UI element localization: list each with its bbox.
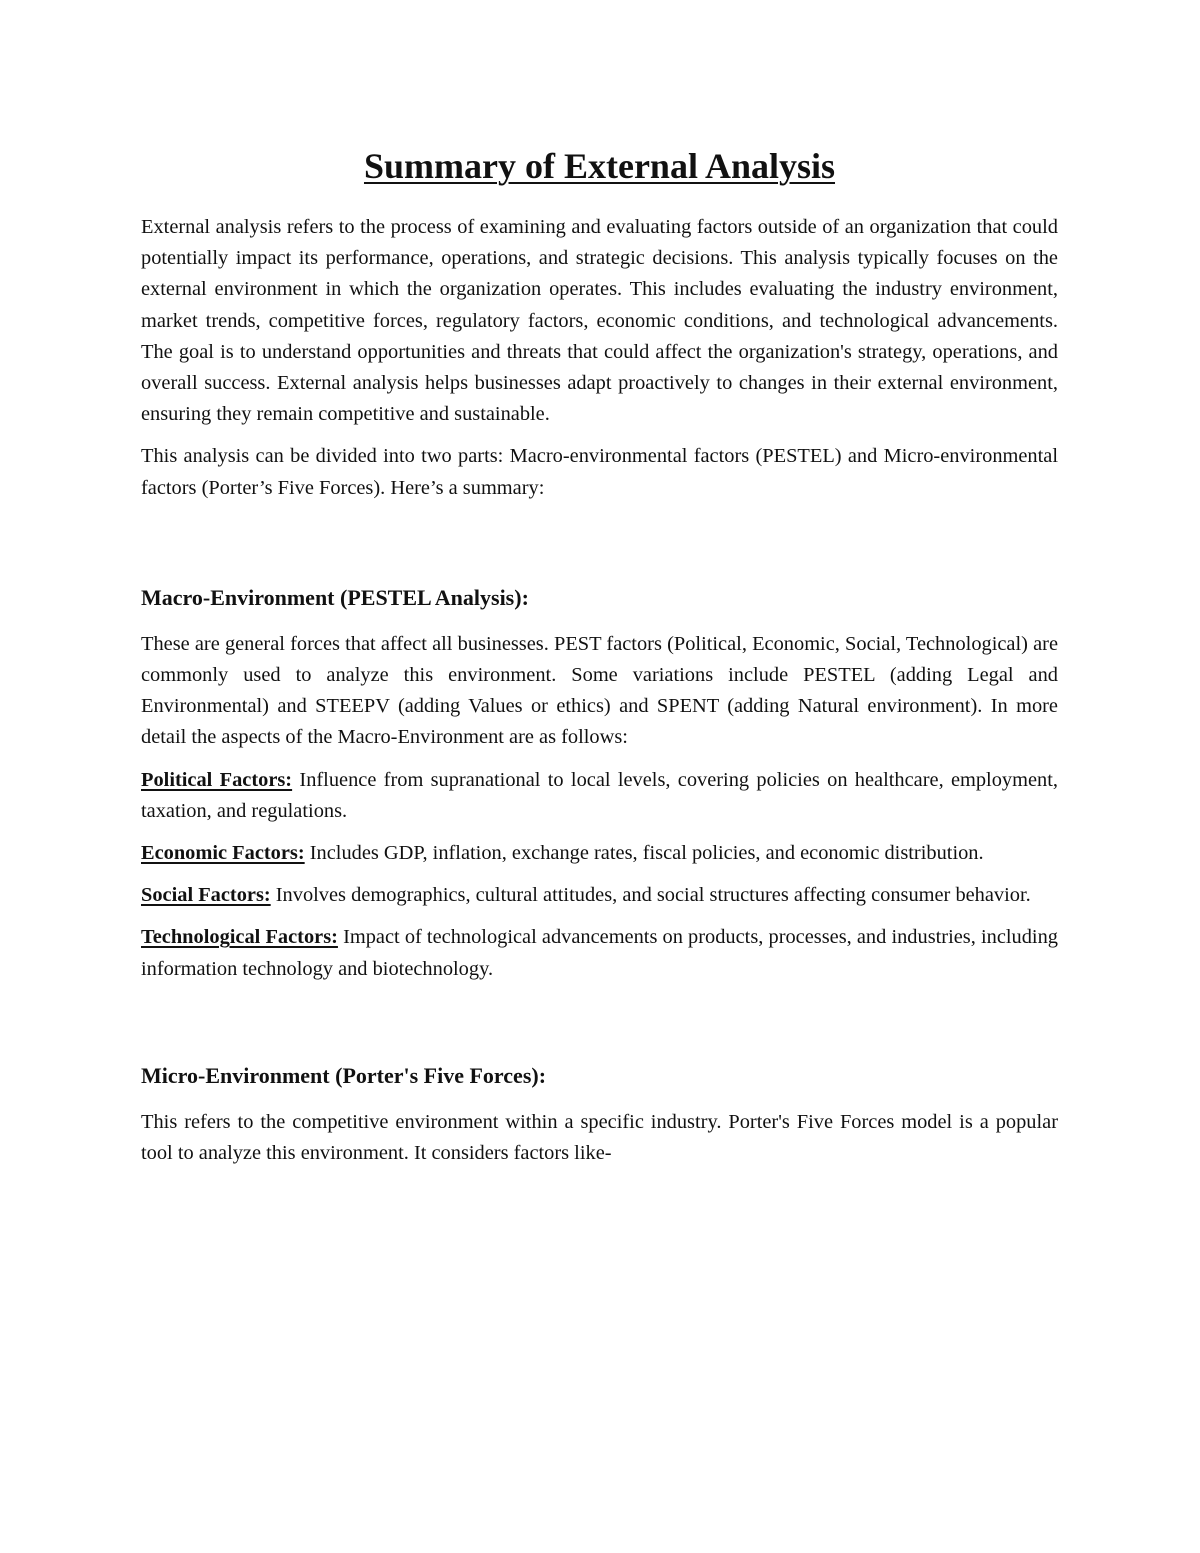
technological-factors-paragraph [141,922,1058,984]
social-factors-text: Involves demographics, cultural attitudes, and social structures affecting consumer behavior. [270,884,1031,907]
political-factors-text: Influence from supranational to local levels, covering policies on healthcare, employment, taxation, and regulations. [141,768,1058,822]
technological-factors-label: Technological Factors: [141,926,338,949]
macro-paragraph: These are general forces that affect all businesses. PEST factors (Political, Economic, Social, Technological) are commonly used to analyze this environment. Some variations include PESTEL (adding Legal and Environmental) and STEEPV (adding Values or ethics) and SPENT (adding Natural environment). In more detail the aspects of the Macro-Environment are as follows: [141,632,1058,749]
intro-summary-paragraph: This analysis can be divided into two parts: Macro-environmental factors (PESTEL) and Micro-environmental factors (Porter’s Five Forces). Here’s a summary: [141,445,1058,499]
political-factors-label: Political Factors: [141,768,293,791]
technological-factors-text: Impact of technological advancements on products, processes, and industries, including information technology and biotechnology. [141,926,1058,980]
economic-factors-text: Includes GDP, inflation, exchange rates, fiscal policies, and economic distribution. [304,842,984,865]
document-title: Summary of External Analysis [363,146,836,186]
micro-paragraph: This refers to the competitive environment within a specific industry. Porter's Five Forces model is a popular tool to analyze this environment. It considers factors like- [141,1110,1058,1165]
macro-heading: Macro-Environment (PESTEL Analysis): [141,584,529,610]
political-factors-paragraph [141,765,1058,827]
intro-paragraph: External analysis refers to the process of examining and evaluating factors outside of an organization that could potentially impact its performance, operations, and strategic decisions. This analysis typically focuses on the external environment in which the organization operates. This includes evaluating the industry environment, market trends, competitive forces, regulatory factors, economic conditions, and technological advancements. The goal is to understand opportunities and threats that could affect the organization's strategy, operations, and overall success. External analysis helps businesses adapt proactively to changes in their external environment, ensuring they remain competitive and sustainable. [141,216,1058,426]
economic-factors-paragraph [141,838,1058,869]
document-page [141,140,1058,1180]
social-factors-label: Social Factors: [141,884,271,907]
micro-heading: Micro-Environment (Porter's Five Forces): [141,1062,547,1088]
social-factors-paragraph [141,880,1058,911]
economic-factors-label: Economic Factors: [141,842,305,865]
